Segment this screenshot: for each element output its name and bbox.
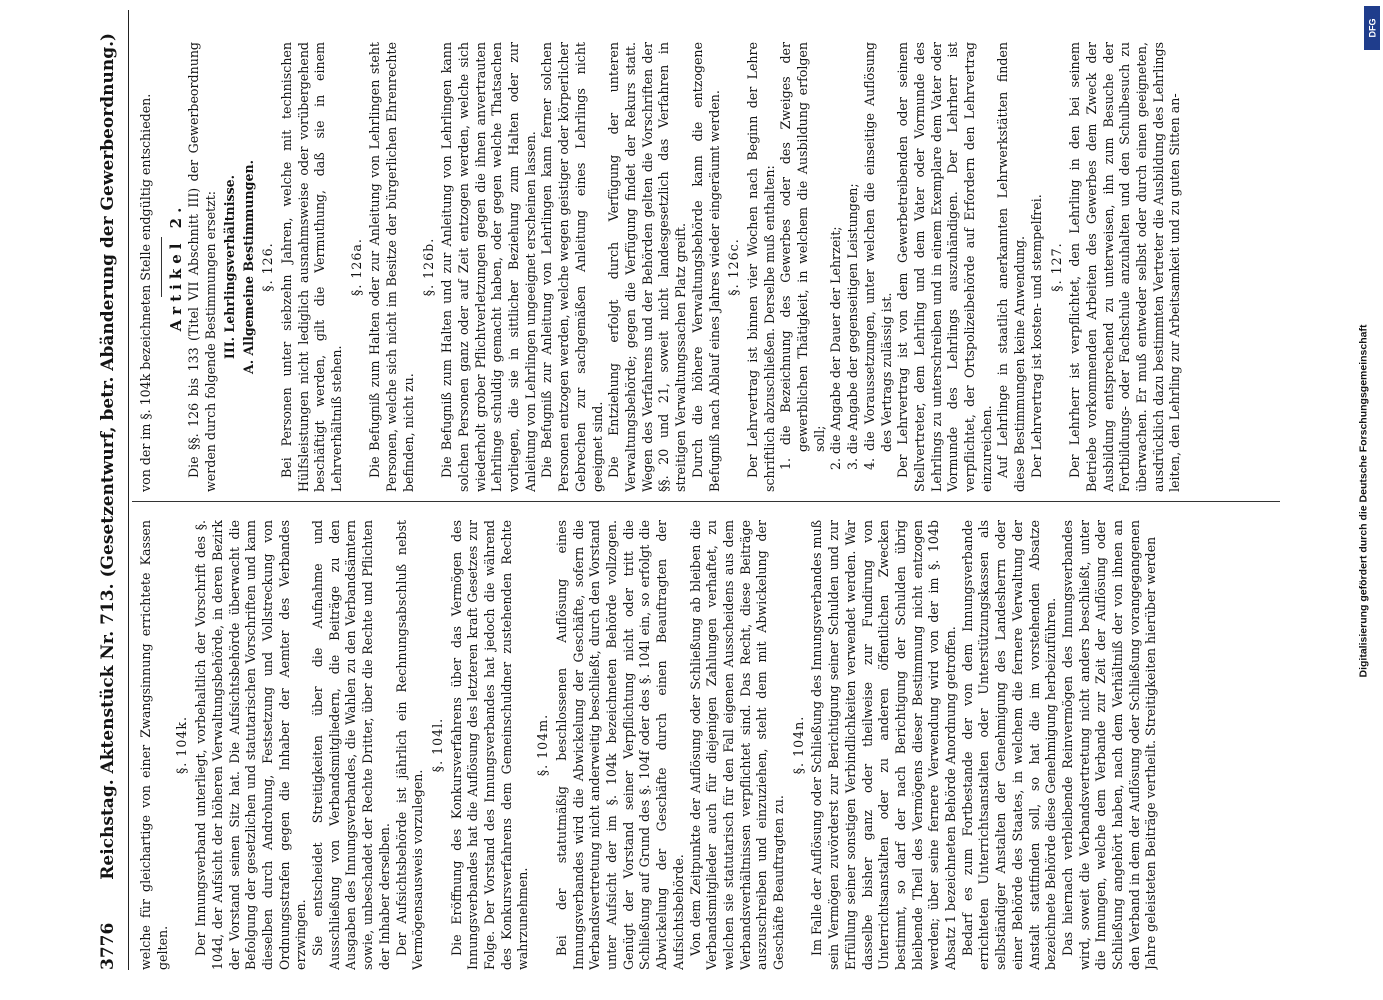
digitization-note-text: Digitalisierung gefördert durch die Deutsche Forschungsgemeinschaft <box>1357 324 1370 677</box>
column-divider <box>132 501 1280 502</box>
section-heading: §. 104m. <box>535 713 551 777</box>
digitization-note <box>1348 8 1378 993</box>
section-heading: §. 104l. <box>429 717 445 773</box>
section-heading: §. 127. <box>1048 242 1064 292</box>
section-heading: §. 126b. <box>420 237 436 297</box>
paragraph: Durch die höhere Verwaltungsbehörde kann die entzogene Befugniß nach Ablauf eines Jahres wieder eingeräumt werden. <box>689 42 722 492</box>
page-header <box>98 10 126 970</box>
page-title: Reichstag. Aktenstück Nr. 713. (Gesetzentwurf, betr. Abänderung der Gewerbeordnung.) <box>98 32 118 880</box>
paragraph: Der Innungsverband unterliegt, vorbehaltlich der Vorschrift des §. 104d, der Aufsicht der höheren Verwaltungsbehörde, in deren Bezirk der Vorstand seinen Sitz hat. Die Aufsichtsbehörde überwacht die Befolgung der gesetzlichen und statutarischen Vorschriften und kann dieselben durch Androhung, Festsetzung und Vollstreckung von Ordnungsstrafen gegen die Inhaber der Aemter des Verbandes erzwingen. <box>193 520 309 970</box>
paragraph: Der Lehrvertrag ist von dem Gewerbetreibenden oder seinem Stellvertreter, dem Lehrling und dem Vater oder Vormunde des Lehrlings zu unterschreiben und in einem Exemplare dem Vater oder Vormunde des Lehrlings auszuhändigen. Der Lehrherr ist verpflichtet, der Ortspolizeibehörde auf Erfordern den Lehrvertrag einzureichen. <box>895 42 994 492</box>
paragraph: Sie entscheidet Streitigkeiten über die Aufnahme und Ausschließung von Verbandsmitgliedern, die Beiträge zu den Ausgaben des Innungsverbandes, die Wahlen zu den Verbandsämtern sowie, unbeschadet der Rechte Dritter, über die Rechte und Pflichten der Inhaber derselben. <box>310 520 392 970</box>
paragraph: Die Befugniß zum Halten und zur Anleitung von Lehrlingen kann solchen Personen ganz oder auf Zeit entzogen werden, welche sich wiederholt grober Pflichtverletzungen gegen die ihnen anvertrauten Lehrlinge schuldig gemacht haben, oder gegen welche Thatsachen vorliegen, die sie in sittlicher Beziehung zum Halten oder zur Anleitung von Lehrlingen ungeeignet erscheinen lassen. <box>439 42 538 492</box>
document-page <box>98 10 1283 970</box>
separator-rule <box>161 237 162 297</box>
list-item: 3. die Angabe der gegenseitigen Leistungen; <box>845 183 861 470</box>
paragraph: Im Falle der Auflösung oder Schließung des Innungsverbandes muß sein Vermögen zuvörderst zur Berichtigung seiner Schulden und zur Erfüllung seiner sonstigen Verbindlichkeiten verwendet werden. War dasselbe bisher ganz oder theilweise zur Fundirung von Unterrichtsanstalten oder zu anderen öffentlichen Zwecken bestimmt, so darf der nach Berichtigung der Schulden übrig bleibende Theil des Vermögens dieser Bestimmung nicht entzogen werden; über seine fernere Verwendung wird von der im §. 104b Absatz 1 bezeichneten Behörde Anordnung getroffen. <box>809 520 959 970</box>
paragraph: Von dem Zeitpunkte der Auflösung oder Schließung ab bleiben die Verbandsmitglieder auch für diejenigen Zahlungen verhaftet, zu welchen sie statutarisch für den Fall eigenen Ausscheidens aus dem Verbandsverhältnissen verpflichtet sind. Das Recht, diese Beiträge auszuschreiben und einzuziehen, steht dem mit Abwickelung der Geschäfte Beauftragten zu. <box>687 520 787 970</box>
dfg-logo-text: DFG <box>1367 18 1377 38</box>
section-heading: §. 104k. <box>174 716 190 774</box>
paragraph: Der Lehrherr ist verpflichtet, den Lehrling in den bei seinem Betriebe vorkommenden Arbeiten des Gewerbes dem Zweck der Ausbildung entsprechend zu unterweisen, ihn zum Besuche der Fortbildungs- oder Fachschule anzuhalten und den Schulbesuch zu überwachen. Er muß entweder selbst oder durch einen geeigneten, ausdrücklich dazu bestimmten Vertreter die Ausbildung des Lehrlings leiten, den Lehrling zur Arbeitsamkeit und zu guten Sitten an- <box>1067 42 1183 492</box>
paragraph: Bei der statutmäßig beschlossenen Auflösung eines Innungsverbandes wird die Abwickelung der Geschäfte, sofern die Verbandsvertretung nicht anderweitig beschließt, durch den Vorstand unter Aufsicht der im §. 104k bezeichneten Behörde vollzogen. Genügt der Vorstand seiner Verpflichtung nicht oder tritt die Schließung auf Grund des §. 104f oder des §. 104l ein, so erfolgt die Abwickelung der Geschäfte durch einen Beauftragten der Aufsichtsbehörde. <box>553 520 686 970</box>
header-rule <box>128 10 129 970</box>
paragraph: Die Befugniß zum Halten oder zur Anleitung von Lehrlingen steht Personen, welche sich nicht im Besitze der bürgerlichen Ehrenrechte befinden, nicht zu. <box>367 42 416 492</box>
article-heading: Artikel 2. <box>166 202 185 332</box>
paragraph: Bedarf es zum Fortbestande der von dem Innungsverbande errichteten Unterrichtsanstalten oder Unterstützungskassen als selbständiger Anstalten der Genehmigung des Landesherrn oder einer Behörde des Staates, in welchem die fernere Verwaltung der Anstalt stattfinden soll, so hat die im vorstehenden Absatze bezeichnete Behörde diese Genehmigung herbeizuführen. <box>959 520 1059 970</box>
paragraph: welche für gleichartige von einer Zwangsinnung errichtete Kassen gelten. <box>138 520 170 970</box>
section-heading: §. 126c. <box>726 238 742 296</box>
paragraph: Die §§. 126 bis 133 (Titel VII Abschnitt III) der Gewerbeordnung werden durch folgende Bestimmungen ersetzt: <box>186 42 219 492</box>
section-heading: §. 104n. <box>790 715 806 775</box>
left-column <box>138 520 1278 970</box>
paragraph: Auf Lehrlinge in staatlich anerkannten Lehrwerkstätten finden diese Bestimmungen keine Anwendung. <box>995 42 1028 492</box>
list-item: 4. die Voraussetzungen, unter welchen die einseitige Auflösung des Vertrags zulässig ist. <box>861 42 894 470</box>
page-number: 3776 <box>98 922 118 970</box>
paragraph: Die Eröffnung des Konkursverfahrens über das Vermögen des Innungsverbandes hat die Auflösung des letzteren kraft Gesetzes zur Folge. Der Vorstand des Innungsverbandes hat jedoch die während des Konkursverfahrens dem Gemeinschuldner zustehenden Rechte wahrzunehmen. <box>448 520 531 970</box>
paragraph: Bei Personen unter siebzehn Jahren, welche mit technischen Hülfsleistungen nicht lediglich ausnahmsweise oder vorübergehend beschäftigt werden, gilt die Vermuthung, daß sie in einem Lehrverhältniß stehen. <box>278 42 345 492</box>
paragraph: Die Entziehung erfolgt durch Verfügung der unteren Verwaltungsbehörde; gegen die Verfügung findet der Rekurs statt. Wegen des Verfahrens und der Behörden gelten die Vorschriften der §§. 20 und 21, soweit nicht landesgesetzlich das Verfahren in streitigen Verwaltungssachen Platz greift. <box>606 42 689 492</box>
dfg-logo <box>1364 6 1380 50</box>
paragraph: Das hiernach verbleibende Reinvermögen des Innungsverbandes wird, soweit die Verbandsvertretung nicht anders beschließt, unter die Innungen, welche dem Verbande zur Zeit der Auflösung oder Schließung angehört haben, nach dem Verhältniß der von ihnen an den Verband in dem der Auflösung oder Schließung vorangegangenen Jahre geleisteten Beiträge vertheilt. Streitigkeiten hierüber werden <box>1059 520 1159 970</box>
paragraph: Der Aufsichtsbehörde ist jährlich ein Rechnungsabschluß nebst Vermögensausweis vorzulegen. <box>393 520 426 970</box>
paragraph: Der Lehrvertrag ist kosten- und stempelfrei. <box>1028 194 1044 478</box>
section-heading: §. 126. <box>260 242 276 292</box>
list-item: 2. die Angabe der Dauer der Lehrzeit; <box>828 226 844 470</box>
right-column <box>138 42 1278 492</box>
subchapter-heading: A. Allgemeine Bestimmungen. <box>240 159 256 375</box>
section-heading: §. 126a. <box>348 238 364 296</box>
paragraph: Die Befugniß zur Anleitung von Lehrlingen kann ferner solchen Personen entzogen werden, welche wegen geistiger oder körperlicher Gebrechen zur sachgemäßen Anleitung eines Lehrlings nicht geeignet sind. <box>539 42 605 492</box>
paragraph: von der im §. 104k bezeichneten Stelle endgültig entschieden. <box>138 93 153 492</box>
paragraph: Der Lehrvertrag ist binnen vier Wochen nach Beginn der Lehre schriftlich abzuschließen. Derselbe muß enthalten: <box>744 42 777 492</box>
chapter-heading: III. Lehrlingsverhältnisse. <box>221 174 237 360</box>
list-item: 1. die Bezeichnung des Gewerbes oder des Zweiges der gewerblichen Thätigkeit, in welchem die Ausbildung erfolgen soll; <box>778 42 827 470</box>
